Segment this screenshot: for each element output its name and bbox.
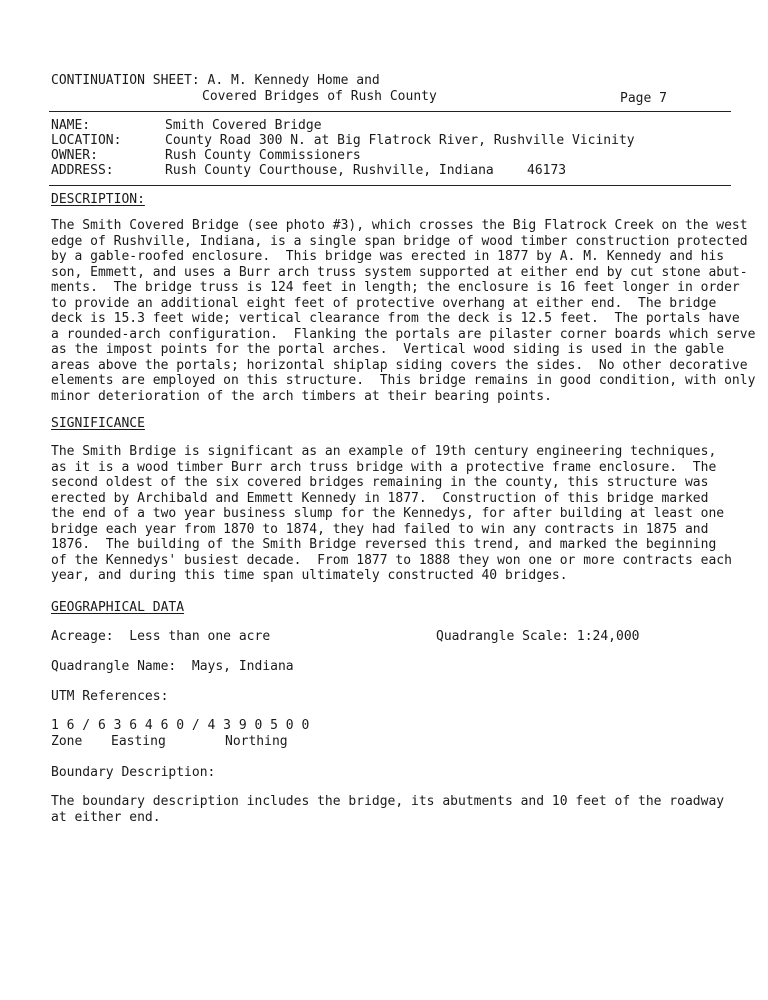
address-label: ADDRESS: [51, 163, 114, 178]
location-value: County Road 300 N. at Big Flatrock River, Rushville Vicinity [165, 133, 635, 148]
boundary-line: at either end. [51, 810, 161, 825]
header-title-line2: Covered Bridges of Rush County [202, 89, 437, 104]
description-line: deck is 15.3 feet wide; vertical clearance from the deck is 12.5 feet. The portals have [51, 311, 740, 327]
name-value: Smith Covered Bridge [165, 118, 322, 133]
utm-values: 1 6 / 6 3 6 4 6 0 / 4 3 9 0 5 0 0 [51, 718, 310, 733]
description-line: edge of Rushville, Indiana, is a single span bridge of wood timber construction protected [51, 233, 748, 249]
info-rule [49, 185, 731, 186]
description-line: areas above the portals; horizontal shiplap siding covers the sides. No other decorative [51, 357, 748, 373]
address-value: Rush County Courthouse, Rushville, Indiana [165, 163, 494, 178]
acreage: Acreage: Less than one acre [51, 629, 271, 644]
utm-label: UTM References: [51, 689, 169, 704]
description-line: a rounded-arch configuration. Flanking the portals are pilaster corner boards which serve [51, 326, 756, 342]
description-line: ments. The bridge truss is 124 feet in length; the enclosure is 16 feet longer in order [51, 280, 740, 296]
significance-line: second oldest of the six covered bridges remaining in the county, this structure was [51, 475, 709, 491]
description-line: elements are employed on this structure. This bridge remains in good condition, with only [51, 373, 756, 389]
page-number: Page 7 [620, 91, 667, 106]
utm-zone-label: Zone [51, 734, 83, 749]
utm-northing-label: Northing [225, 734, 288, 749]
description-line: by a gable-roofed enclosure. This bridge was erected in 1877 by A. M. Kennedy and his [51, 249, 725, 265]
description-line: The Smith Covered Bridge (see photo #3), which crosses the Big Flatrock Creek on the west [51, 218, 748, 233]
owner-value: Rush County Commissioners [165, 148, 361, 163]
quadrangle-name: Quadrangle Name: Mays, Indiana [51, 659, 294, 674]
header-rule [49, 111, 731, 112]
address-zip: 46173 [527, 163, 567, 178]
header-title-line1: CONTINUATION SHEET: A. M. Kennedy Home and [51, 73, 380, 88]
significance-paragraph [51, 444, 741, 584]
location-label: LOCATION: [51, 133, 122, 148]
significance-line: erected by Archibald and Emmett Kennedy in 1877. Construction of this bridge marked [51, 490, 709, 506]
name-label: NAME: [51, 118, 91, 133]
description-line: to provide an additional eight feet of protective overhang at either end. The bridge [51, 295, 717, 311]
boundary-line: The boundary description includes the bridge, its abutments and 10 feet of the roadway [51, 794, 725, 809]
boundary-label: Boundary Description: [51, 765, 216, 780]
significance-line: The Smith Brdige is significant as an example of 19th century engineering techniques, [51, 444, 717, 459]
geo-heading: GEOGRAPHICAL DATA [51, 600, 185, 615]
significance-line: as it is a wood timber Burr arch truss bridge with a protective frame enclosure. The [51, 459, 717, 475]
owner-label: OWNER: [51, 148, 98, 163]
significance-line: year, and during this time span ultimately constructed 40 bridges. [51, 568, 568, 584]
description-line: as the impost points for the portal arches. Vertical wood siding is used in the gable [51, 342, 725, 358]
description-line: minor deterioration of the arch timbers at their bearing points. [51, 389, 552, 405]
description-line: son, Emmett, and uses a Burr arch truss system supported at either end by cut stone abut- [51, 264, 748, 280]
description-heading: DESCRIPTION: [51, 192, 145, 207]
description-paragraph [51, 218, 756, 405]
significance-line: of the Kennedys' busiest decade. From 1877 to 1888 they won one or more contracts each [51, 552, 732, 568]
quadrangle-scale: Quadrangle Scale: 1:24,000 [436, 629, 640, 644]
significance-line: bridge each year from 1870 to 1874, they had failed to win any contracts in 1875 and [51, 521, 709, 537]
significance-line: 1876. The building of the Smith Bridge reversed this trend, and marked the beginning [51, 537, 717, 553]
utm-easting-label: Easting [111, 734, 166, 749]
significance-line: the end of a two year business slump for the Kennedys, for after building at least one [51, 506, 725, 522]
significance-heading: SIGNIFICANCE [51, 416, 145, 431]
